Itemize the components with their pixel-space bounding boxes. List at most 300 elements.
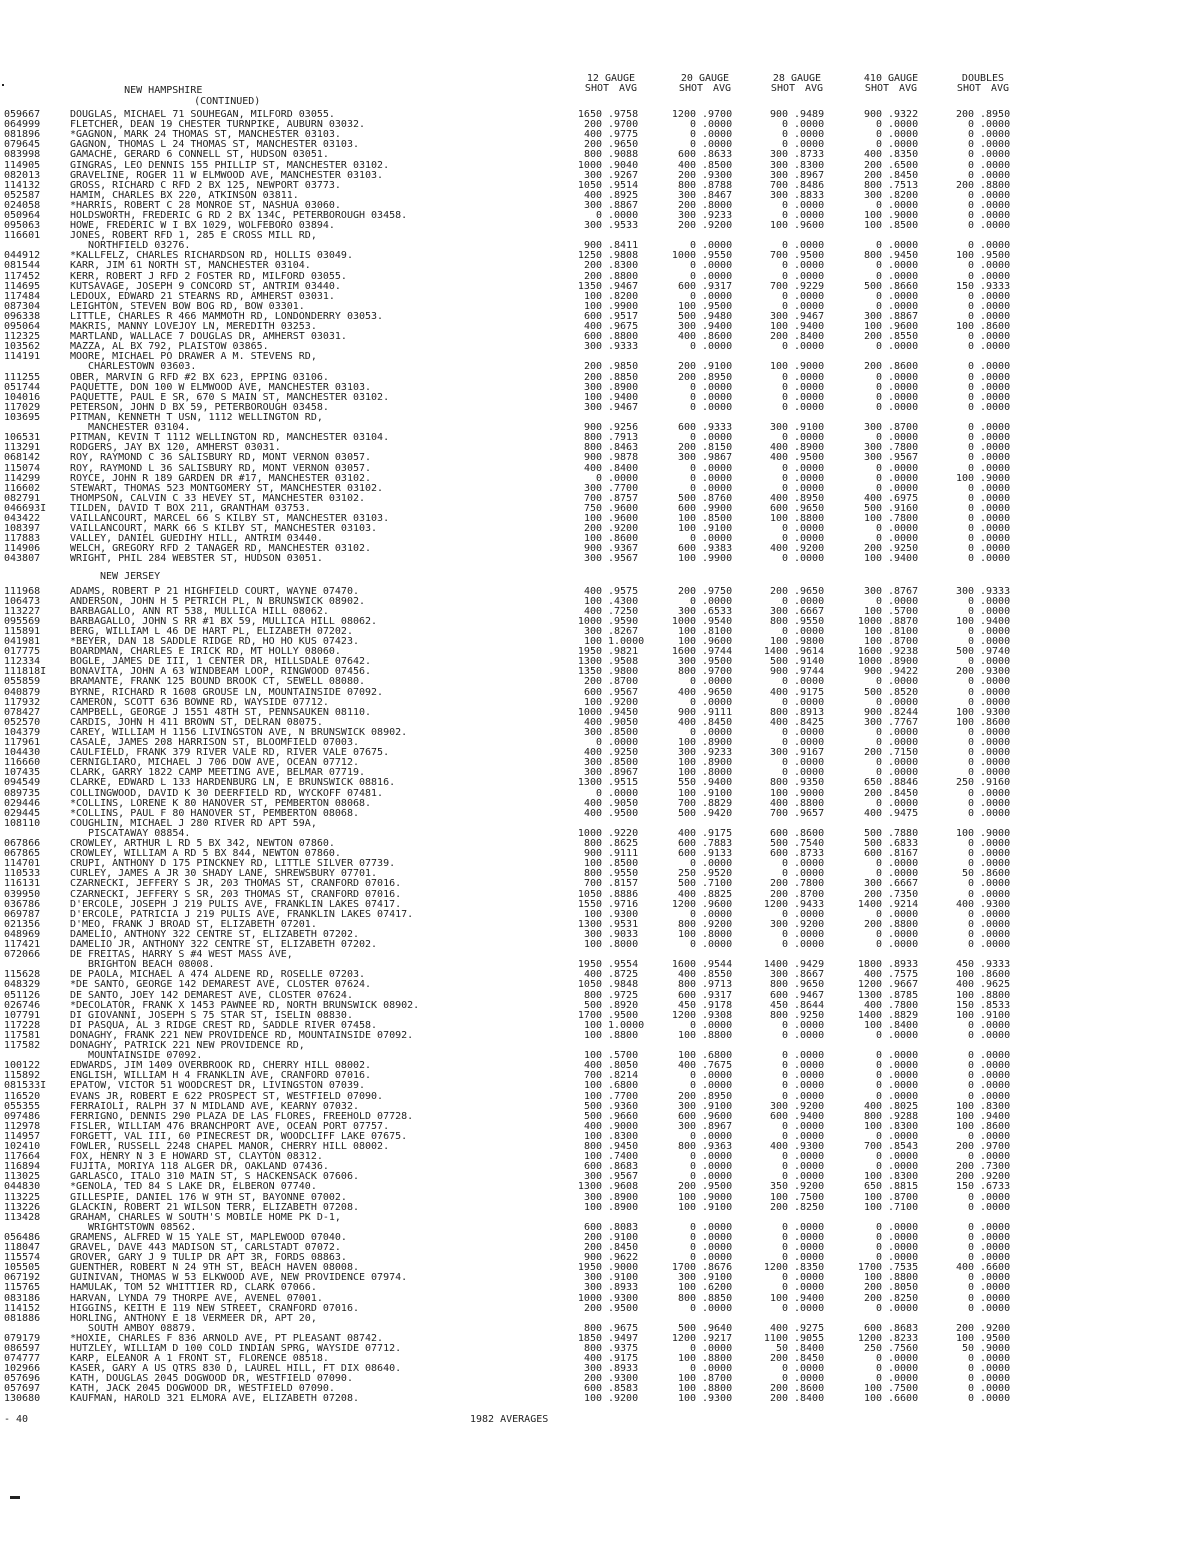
avg-value: .0000 [980,1222,1011,1233]
shot-value: 200 [769,1383,788,1394]
shooter-id: 081533I [4,1080,47,1091]
avg-value: .8800 [702,1353,733,1364]
shot-value: 0 [781,1282,788,1293]
shot-value: 300 [769,170,788,181]
shot-value: 0 [875,260,882,271]
shot-value: 1050 [577,180,602,191]
shot-value: 900 [583,1252,602,1263]
shot-value: 100 [583,1080,602,1091]
avg-value: .0000 [702,1363,733,1374]
shot-value: 0 [689,533,696,544]
table-row [0,940,1200,950]
shot-value: 0 [967,1151,974,1162]
shooter-id: 079645 [4,139,41,150]
shot-value: 0 [781,523,788,534]
shot-value: 400 [769,687,788,698]
avg-value: .0000 [980,1020,1011,1031]
shooter-id: 116894 [4,1161,41,1172]
shooter-id: 106473 [4,596,41,607]
shot-value: 600 [863,1323,882,1334]
shot-value: 400 [583,586,602,597]
shooter-id: 117932 [4,697,41,708]
shot-value: 200 [677,220,696,231]
avg-value: .9500 [794,452,825,463]
shot-value: 600 [863,848,882,859]
shot-value: 700 [583,1070,602,1081]
avg-value: .8950 [980,109,1011,120]
avg-value: .8583 [608,1383,639,1394]
shot-value: 0 [967,463,974,474]
avg-value: .0000 [794,260,825,271]
avg-value: .0000 [702,139,733,150]
shot-value: 0 [967,483,974,494]
continued-label: (CONTINUED) [194,96,261,107]
shooter-id: 114701 [4,858,41,869]
shooter-name-address: FORGETT, VAL III, 60 PINECREST DR, WOODCLIFF LAKE 07675. [70,1132,408,1142]
avg-value: .8700 [608,676,639,687]
shot-value: 0 [781,382,788,393]
shot-value: 0 [781,372,788,383]
avg-value: .8450 [888,170,919,181]
shot-value: 0 [967,1383,974,1394]
avg-value: .8933 [888,959,919,970]
shot-value: 0 [875,1080,882,1091]
shooter-id: 118047 [4,1242,41,1253]
avg-value: .0000 [888,200,919,211]
avg-value: .9178 [702,1000,733,1011]
avg-value: .8550 [888,331,919,342]
shooter-id: 048969 [4,929,41,940]
shot-value: 100 [863,1121,882,1132]
shot-value: 200 [583,260,602,271]
shot-value: 300 [583,1363,602,1374]
avg-value: .0000 [980,200,1011,211]
avg-value: .8167 [888,848,919,859]
shot-value: 900 [583,452,602,463]
avg-value: .9515 [608,777,639,788]
shot-value: 100 [955,473,974,484]
avg-value: .6833 [888,838,919,849]
avg-value: .8967 [608,767,639,778]
shooter-name-address: HOLDSWORTH, FREDERIC G RD 2 BX 134C, PETERBOROUGH 03458. [70,211,408,221]
shooter-name-address: KATH, DOUGLAS 2045 DOGWOOD DR, WESTFIELD 07090. [70,1374,353,1384]
shot-value: 500 [769,838,788,849]
shot-value: 0 [781,1060,788,1071]
avg-value: .9744 [702,646,733,657]
shot-value: 0 [689,382,696,393]
avg-value: .9233 [702,747,733,758]
shot-value: 0 [781,1050,788,1061]
shooter-id: 117452 [4,271,41,282]
avg-value: .8600 [980,717,1011,728]
avg-value: .8767 [888,586,919,597]
shot-value: 100 [863,1393,882,1404]
shot-value: 1950 [577,1262,602,1273]
avg-value: .0000 [980,656,1011,667]
avg-value: .9200 [980,1323,1011,1334]
shot-value: 400 [583,463,602,474]
avg-value: .0000 [888,1060,919,1071]
shot-value: 0 [967,220,974,231]
shooter-name-address: GROSS, RICHARD C RFD 2 BX 125, NEWPORT 03773. [70,181,341,191]
avg-value: .9575 [608,586,639,597]
avg-value: .7913 [608,432,639,443]
shooter-id: 113428 [4,1212,41,1223]
shot-value: 800 [583,838,602,849]
shot-value: 300 [583,200,602,211]
shot-value: 400 [583,969,602,980]
shooter-name-address: GINGRAS, LEO DENNIS 155 PHILLIP ST, MANCHESTER 03102. [70,161,390,171]
shot-value: 1400 [857,899,882,910]
avg-value: .8250 [888,1293,919,1304]
margin-mark [10,1496,20,1499]
shot-value: 0 [781,1121,788,1132]
avg-value: .6800 [608,1080,639,1091]
shot-value: 300 [583,767,602,778]
avg-value: .9363 [702,1141,733,1152]
shot-value: 200 [863,170,882,181]
avg-value: .0000 [888,523,919,534]
avg-value: .0000 [702,1020,733,1031]
shooter-id: 095063 [4,220,41,231]
shot-value: 0 [967,1070,974,1081]
shooter-name-address: HIGGINS, KEITH E 119 NEW STREET, CRANFORD 07016. [70,1304,359,1314]
shot-value: 1700 [577,1010,602,1021]
shot-value: 500 [677,311,696,322]
avg-value: .8467 [702,190,733,201]
avg-value: .8300 [608,1131,639,1142]
avg-value: .0000 [980,240,1011,251]
shot-value: 600 [677,1111,696,1122]
shot-value: 1200 [763,1262,788,1273]
shot-value: 300 [863,190,882,201]
avg-value: .0000 [702,1252,733,1263]
avg-value: .0000 [980,798,1011,809]
shot-value: 1000 [857,616,882,627]
shot-value: 300 [769,190,788,201]
shot-value: 400 [677,160,696,171]
shot-value: 200 [863,160,882,171]
shot-value: 0 [781,676,788,687]
avg-value: .0000 [794,1272,825,1283]
shooter-id: 111255 [4,372,41,383]
shot-value: 0 [967,1050,974,1061]
shot-value: 400 [769,442,788,453]
avg-value: .0000 [702,533,733,544]
shot-value: 800 [863,1111,882,1122]
shot-value: 0 [967,271,974,282]
shot-value: 900 [769,109,788,120]
avg-value: .0000 [888,341,919,352]
shot-value: 100 [677,929,696,940]
avg-value: .0000 [794,129,825,140]
shot-value: 100 [677,788,696,799]
shot-value: 200 [583,271,602,282]
shot-value: 600 [583,331,602,342]
avg-value: .0000 [980,1242,1011,1253]
avg-value: .7560 [888,1343,919,1354]
avg-value: .9550 [794,616,825,627]
shot-value: 200 [769,331,788,342]
shot-value: 450 [955,959,974,970]
avg-value: .9100 [702,1272,733,1283]
shooter-name-address: GLACKIN, ROBERT 21 WILSON TERR, ELIZABETH 07208. [70,1203,359,1213]
avg-value: .8886 [608,889,639,900]
shooter-name-address: *GAGNON, MARK 24 THOMAS ST, MANCHESTER 03103. [70,130,341,140]
avg-value: .0000 [980,626,1011,637]
shot-value: 100 [677,1383,696,1394]
avg-value: .0000 [702,463,733,474]
avg-value: .0000 [888,271,919,282]
shooter-id: 114905 [4,160,41,171]
avg-value: .0000 [980,1383,1011,1394]
shot-value: 800 [583,1343,602,1354]
avg-value: .0000 [608,473,639,484]
avg-value: .9367 [608,543,639,554]
avg-value: .8600 [980,868,1011,879]
shot-value: 800 [677,666,696,677]
avg-value: .0000 [888,767,919,778]
shot-value: 1000 [577,616,602,627]
avg-value: .6667 [888,878,919,889]
shot-value: 0 [967,543,974,554]
shot-value: 700 [583,493,602,504]
shot-value: 1000 [577,707,602,718]
avg-value: .6975 [888,493,919,504]
shooter-name-address: ROYCE, JOHN R 189 GARDEN DR #17, MANCHESTER 03102. [70,474,372,484]
shot-value: 100 [583,858,602,869]
avg-value: .0000 [980,1293,1011,1304]
shooter-name-address: GRAMENS, ALFRED W 15 YALE ST, MAPLEWOOD 07040. [70,1233,347,1243]
shooter-name-address: DI PASQUA, AL 3 RIDGE CREST RD, SADDLE RIVER 07458. [70,1021,378,1031]
avg-value: .9250 [888,543,919,554]
avg-value: .9400 [794,1293,825,1304]
avg-value: .0000 [888,1242,919,1253]
avg-value: .0000 [888,129,919,140]
shooter-name-address: BOARDMAN, CHARLES E IRICK RD, MT HOLLY 08060. [70,647,341,657]
table-row [0,403,1200,413]
shot-value: 300 [769,160,788,171]
shooter-name-address: DOUGLAS, MICHAEL 71 SOUHEGAN, MILFORD 03055. [70,110,335,120]
avg-value: .0000 [980,553,1011,564]
avg-value: .0000 [794,1252,825,1263]
shot-value: 0 [967,139,974,150]
avg-value: .8500 [608,727,639,738]
shot-value: 0 [689,341,696,352]
avg-value: .9033 [608,929,639,940]
avg-value: .9450 [888,250,919,261]
avg-value: .0000 [980,606,1011,617]
shot-value: 400 [769,543,788,554]
shot-value: 500 [955,646,974,657]
shot-value: 900 [583,240,602,251]
shooter-name-address: LITTLE, CHARLES R 466 MAMMOTH RD, LONDONDERRY 03053. [70,312,384,322]
avg-value: .0000 [980,919,1011,930]
avg-value: .0000 [980,596,1011,607]
avg-value: .5700 [608,1050,639,1061]
shooter-name-address: MANCHESTER 03104. [70,423,191,433]
shooter-name-address: GRAHAM, CHARLES W SOUTH'S MOBILE HOME PK D-1, [70,1213,341,1223]
avg-value: .0000 [980,1070,1011,1081]
shot-value: 100 [677,1393,696,1404]
avg-value: .9100 [702,1202,733,1213]
shot-value: 0 [967,523,974,534]
shooter-name-address: *HARRIS, ROBERT C 28 MONROE ST, NASHUA 03060. [70,201,341,211]
avg-value: .9900 [608,301,639,312]
shot-value: 0 [967,1131,974,1142]
shot-value: 100 [769,1192,788,1203]
shot-value: 200 [769,586,788,597]
avg-value: .0000 [980,1050,1011,1061]
shot-value: 600 [769,503,788,514]
shot-value: 0 [875,271,882,282]
avg-value: .7700 [608,483,639,494]
shot-value: 0 [595,473,602,484]
avg-value: .0000 [794,463,825,474]
avg-value: .9300 [980,666,1011,677]
avg-value: .9600 [608,503,639,514]
avg-value: .0000 [888,1222,919,1233]
avg-value: .9650 [608,139,639,150]
shot-value: 0 [689,291,696,302]
shooter-name-address: COUGHLIN, MICHAEL J 280 RIVER RD APT 59A, [70,819,317,829]
avg-value: .0000 [702,1232,733,1243]
avg-value: .9622 [608,1252,639,1263]
shot-value: 100 [677,626,696,637]
shot-value: 900 [769,666,788,677]
avg-value: .8700 [888,422,919,433]
shot-value: 200 [769,878,788,889]
shooter-name-address: HORLING, ANTHONY E 18 VERMEER DR, APT 20, [70,1314,317,1324]
avg-value: .0000 [980,1393,1011,1404]
shot-value: 0 [967,1282,974,1293]
shooter-id: 081896 [4,129,41,140]
table-row [0,677,1200,687]
avg-value: .9333 [980,959,1011,970]
column-group-410-gauge [846,74,936,94]
avg-value: .8920 [608,1000,639,1011]
avg-value: .0000 [702,1303,733,1314]
shot-value: 900 [583,543,602,554]
shot-value: 0 [875,939,882,950]
shot-value: 1300 [857,990,882,1001]
shot-value: 200 [955,1141,974,1152]
avg-value: .8450 [608,1242,639,1253]
shot-value: 0 [689,260,696,271]
shot-value: 450 [769,1000,788,1011]
shot-value: 0 [967,747,974,758]
shot-value: 400 [677,889,696,900]
shooter-id: 113291 [4,442,41,453]
shooter-id: 117581 [4,1030,41,1041]
shooter-name-address: CZARNECKI, JEFFERY S JR, 203 THOMAS ST, CRANFORD 07016. [70,879,402,889]
shot-value: 100 [863,1202,882,1213]
avg-value: .9429 [794,959,825,970]
avg-value: .0000 [888,868,919,879]
shot-header: SHOT [864,83,890,94]
shot-value: 0 [781,767,788,778]
shot-value: 1000 [577,160,602,171]
shot-value: 100 [863,553,882,564]
shot-value: 300 [583,757,602,768]
avg-value: .0000 [702,341,733,352]
shooter-id: 117421 [4,939,41,950]
avg-value: .8400 [794,331,825,342]
shot-value: 0 [875,1303,882,1314]
avg-value: .9300 [794,1141,825,1152]
table-row [0,1283,1200,1293]
shot-value: 750 [583,503,602,514]
shot-value: 0 [967,1293,974,1304]
shot-value: 100 [863,321,882,332]
avg-value: .8233 [888,1333,919,1344]
avg-value: .0000 [794,473,825,484]
avg-value: .0000 [980,452,1011,463]
avg-value: .8400 [794,1393,825,1404]
avg-value: .8967 [702,1121,733,1132]
shot-value: 0 [689,119,696,130]
shooter-id: 111968 [4,586,41,597]
avg-value: .9700 [980,1141,1011,1152]
avg-value: .8700 [702,1373,733,1384]
shot-value: 0 [967,1091,974,1102]
avg-value: .9400 [702,321,733,332]
shooter-name-address: EPATOW, VICTOR 51 WOODCREST DR, LIVINGSTON 07039. [70,1081,366,1091]
shooter-id: 086597 [4,1343,41,1354]
avg-value: .0000 [980,676,1011,687]
table-row [0,1031,1200,1041]
shot-value: 100 [955,990,974,1001]
shooter-name-address: DE FREITAS, HARRY S #4 WEST MASS AVE, [70,950,293,960]
shot-value: 800 [583,149,602,160]
avg-value: .0000 [888,1252,919,1263]
shot-value: 100 [677,1192,696,1203]
avg-value: .0000 [888,483,919,494]
avg-value: .8450 [794,1353,825,1364]
shot-value: 1400 [857,1010,882,1021]
avg-value: .0000 [702,119,733,130]
shot-value: 800 [863,180,882,191]
avg-value: .0000 [794,1232,825,1243]
avg-value: .9000 [980,1343,1011,1354]
shot-value: 1700 [671,1262,696,1273]
shot-value: 0 [967,291,974,302]
avg-value: .0000 [702,1222,733,1233]
avg-value: .8625 [608,838,639,849]
shot-value: 600 [769,828,788,839]
avg-value: .8900 [794,442,825,453]
avg-value: .9300 [702,170,733,181]
shooter-name-address: CRUPI, ANTHONY D 175 PINCKNEY RD, LITTLE SILVER 07739. [70,859,396,869]
avg-value: .9200 [702,919,733,930]
shooter-name-address: GUINIVAN, THOMAS W 53 ELKWOOD AVE, NEW PROVIDENCE 07974. [70,1273,408,1283]
shooter-id: 081544 [4,260,41,271]
shot-value: 100 [863,606,882,617]
avg-value: .9238 [888,646,919,657]
avg-value: .8550 [702,969,733,980]
avg-value: .9713 [702,979,733,990]
shooter-id: 102966 [4,1363,41,1374]
table-row [0,980,1200,990]
avg-value: .6733 [980,1181,1011,1192]
shooter-id: 083998 [4,149,41,160]
avg-value: .0000 [980,422,1011,433]
shot-value: 600 [769,1111,788,1122]
avg-value: .8800 [980,990,1011,1001]
shooter-id: 097486 [4,1111,41,1122]
shot-value: 0 [967,636,974,647]
avg-value: .8900 [888,656,919,667]
